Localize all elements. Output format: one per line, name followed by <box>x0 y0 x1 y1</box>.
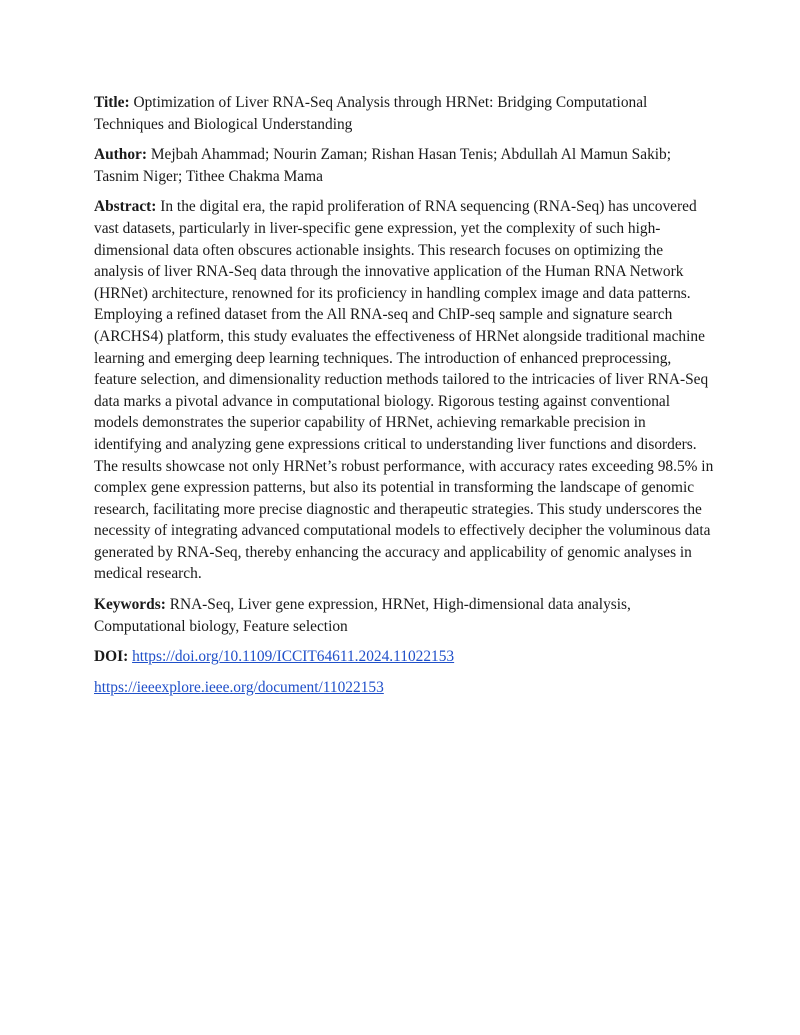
document-page <box>94 92 714 707</box>
abstract-paragraph <box>94 196 714 585</box>
keywords-text: RNA-Seq, Liver gene expression, HRNet, High-dimensional data analysis, Computational biology, Feature selection <box>94 596 631 635</box>
ieee-paragraph <box>94 677 714 699</box>
abstract-text: In the digital era, the rapid proliferation of RNA sequencing (RNA-Seq) has uncovered vast datasets, particularly in liver-specific gene expression, yet the complexity of such high-dimensional data often obscures actionable insights. This research focuses on optimizing the analysis of liver RNA-Seq data through the innovative application of the Human RNA Network (HRNet) architecture, renowned for its proficiency in handling complex image and data patterns. Employing a refined dataset from the All RNA-seq and ChIP-seq sample and signature search (ARCHS4) platform, this study evaluates the effectiveness of HRNet alongside traditional machine learning and emerging deep learning techniques. The introduction of enhanced preprocessing, feature selection, and dimensionality reduction methods tailored to the intricacies of liver RNA-Seq data marks a pivotal advance in computational biology. Rigorous testing against conventional models demonstrates the superior capability of HRNet, achieving remarkable precision in identifying and analyzing gene expressions critical to understanding liver functions and disorders. The results showcase not only HRNet’s robust performance, with accuracy rates exceeding 98.5% in complex gene expression patterns, but also its potential in transforming the landscape of genomic research, facilitating more precise diagnostic and therapeutic strategies. This study underscores the necessity of integrating advanced computational models to effectively decipher the voluminous data generated by RNA-Seq, thereby enhancing the accuracy and applicability of genomic analyses in medical research. <box>94 198 714 583</box>
doi-link[interactable]: https://doi.org/10.1109/ICCIT64611.2024.11022153 <box>132 648 455 666</box>
keywords-label: Keywords: <box>94 596 166 614</box>
title-paragraph <box>94 92 714 135</box>
author-paragraph <box>94 144 714 187</box>
ieee-link[interactable]: https://ieeexplore.ieee.org/document/11022153 <box>94 678 384 696</box>
doi-paragraph <box>94 646 714 668</box>
paper-title: Optimization of Liver RNA-Seq Analysis through HRNet: Bridging Computational Techniques and Biological Understanding <box>94 94 648 133</box>
author-label: Author: <box>94 146 148 164</box>
abstract-label: Abstract: <box>94 198 157 216</box>
doi-label: DOI: <box>94 648 129 666</box>
keywords-paragraph <box>94 594 714 637</box>
title-label: Title: <box>94 94 130 111</box>
author-list: Mejbah Ahammad; Nourin Zaman; Rishan Hasan Tenis; Abdullah Al Mamun Sakib; Tasnim Niger; Tithee Chakma Mama <box>94 146 672 185</box>
